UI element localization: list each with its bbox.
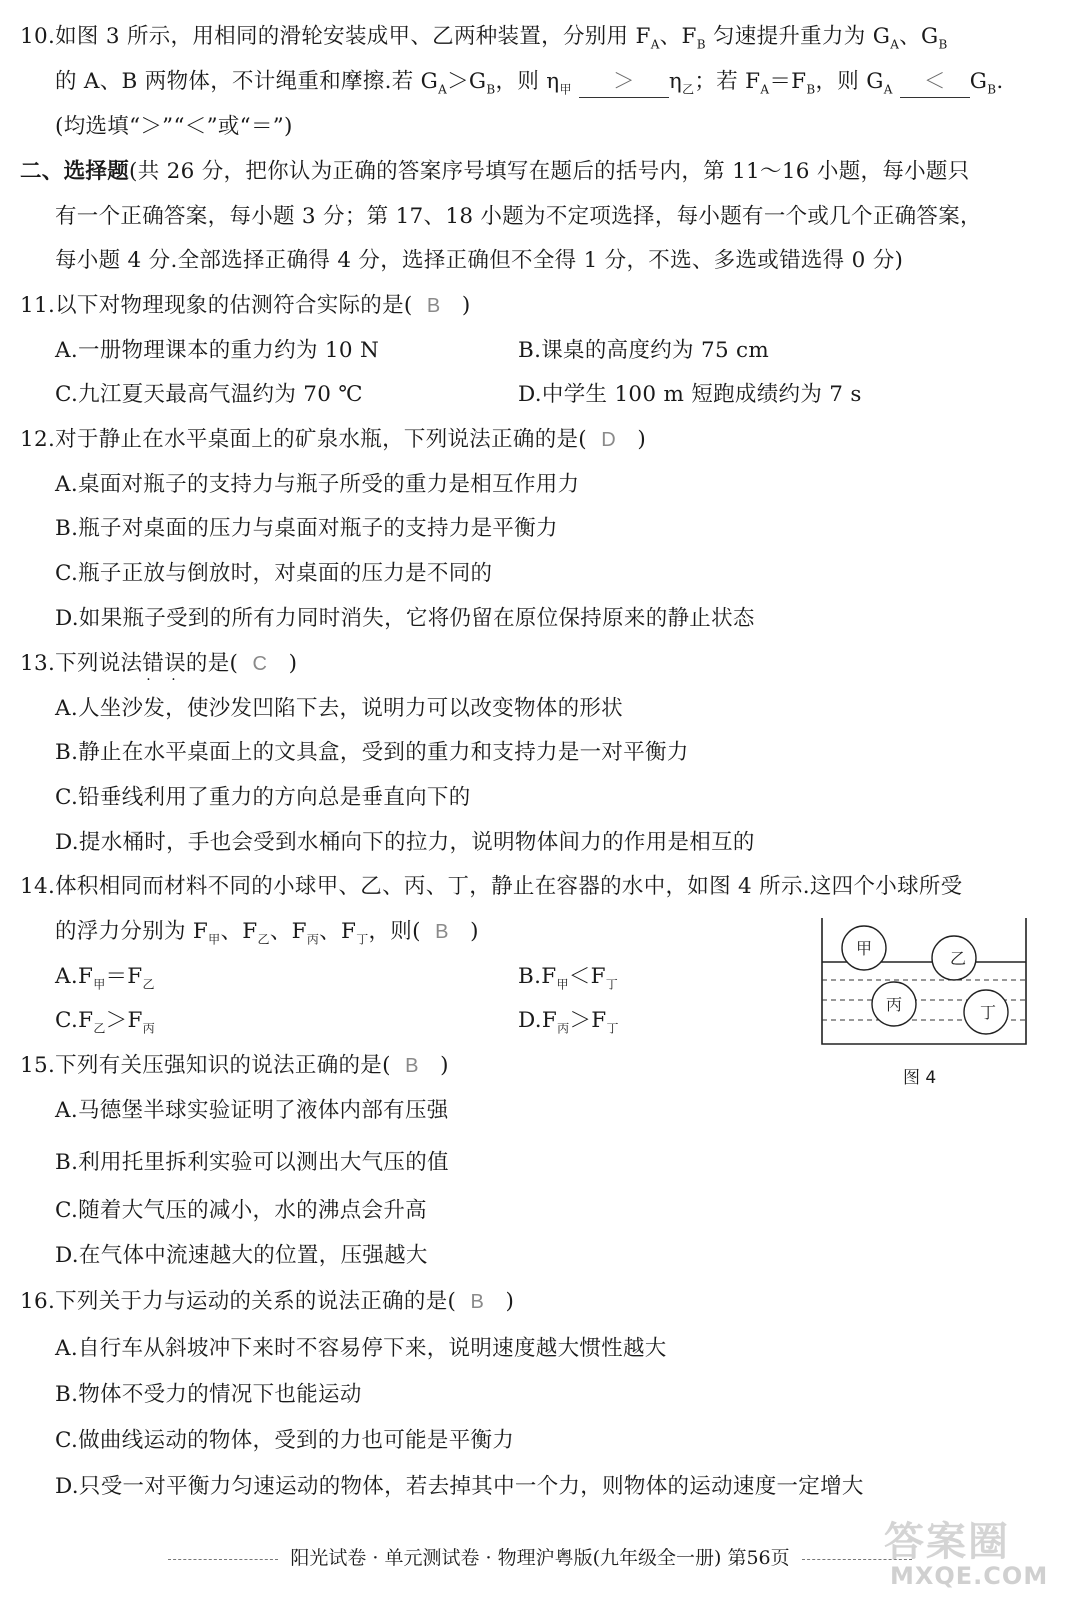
ball-bing-label: 丙: [885, 995, 903, 1014]
q16-option-d: D.只受一对平衡力匀速运动的物体，若去掉其中一个力，则物体的运动速度一定增大: [55, 1474, 864, 1499]
q13-stem: [20, 649, 297, 679]
q10-text-j: ＝F: [769, 69, 807, 94]
q14-d-text: ＞F: [569, 1008, 607, 1033]
watermark-url: MXQE.COM: [890, 1562, 1049, 1590]
q10-text-a: 10.如图 3 所示，用相同的滑轮安装成甲、乙两种装置，分别用 F: [20, 24, 651, 49]
q14-a-text: ＝F: [105, 964, 143, 989]
q14-a-text: A.F: [55, 964, 94, 989]
sub: 丁: [606, 1021, 619, 1036]
q14-d-text: D.F: [518, 1008, 558, 1033]
q10-text-f: ＞G: [447, 69, 487, 94]
q11-stem-text: 11.以下对物理现象的估测符合实际的是(: [20, 293, 413, 318]
paren-close: ): [637, 427, 647, 452]
sub: 乙: [257, 932, 270, 947]
q13-option-c: C.铅垂线利用了重力的方向总是垂直向下的: [55, 785, 471, 810]
q12-option-a: A.桌面对瓶子的支持力与瓶子所受的重力是相互作用力: [55, 472, 580, 497]
sub: B: [806, 82, 816, 97]
q14-text: ，则(: [368, 919, 421, 944]
q11-stem: [20, 291, 471, 321]
q13-emphasis: 错误 · ·: [142, 649, 186, 679]
q16-option-a: A.自行车从斜坡冲下来时不容易停下来，说明速度越大惯性越大: [55, 1336, 667, 1361]
q10-line3: (均选填“＞”“＜”或“＝”): [55, 114, 293, 139]
q12-option-c: C.瓶子正放与倒放时，对桌面的压力是不同的: [55, 561, 493, 586]
sub: 乙: [142, 977, 155, 992]
ball-yi-label: 乙: [949, 949, 967, 968]
sub: 甲: [208, 932, 221, 947]
q10-line1: [20, 22, 948, 59]
q14-line1: 14.体积相同而材料不同的小球甲、乙、丙、丁，静止在容器的水中，如图 4 所示.这四个小球所受: [20, 874, 963, 899]
q10-text-h: η: [668, 69, 683, 94]
sub: 甲: [556, 977, 569, 992]
q13-option-b: B.静止在水平桌面上的文具盒，受到的重力和支持力是一对平衡力: [55, 740, 689, 765]
paren-close: ): [461, 293, 471, 318]
page-footer: [60, 1543, 1020, 1570]
sub: B: [938, 37, 948, 52]
q14-text: 、F: [269, 919, 307, 944]
q15-answer: B: [405, 1055, 419, 1077]
q11-option-a: A.一册物理课本的重力约为 10 N: [55, 338, 380, 363]
q14-line2: [55, 917, 479, 954]
sub: 丙: [306, 932, 320, 947]
q12-stem: [20, 425, 646, 455]
q14-option-a: [55, 962, 155, 999]
ball-jia-label: 甲: [855, 939, 873, 958]
q10-text-e: 的 A、B 两物体，不计绳重和摩擦.若 G: [55, 69, 439, 94]
q13-answer: C: [252, 653, 268, 675]
footer-text: 阳光试卷 · 单元测试卷 · 物理沪粤版(九年级全一册) 第56页: [290, 1547, 790, 1569]
q10-answer-blank-1: ＞: [579, 67, 669, 98]
ball-ding-label: 丁: [979, 1003, 997, 1022]
sub: B: [696, 37, 706, 52]
q11-option-d: D.中学生 100 m 短跑成绩约为 7 s: [518, 382, 862, 407]
sub: 丁: [605, 977, 619, 992]
q14-c-text: C.F: [55, 1008, 94, 1033]
section-instructions-1: (共 26 分，把你认为正确的答案序号填写在题后的括号内，第 11～16 小题，每小题只: [129, 159, 970, 184]
sub: A: [438, 82, 448, 97]
q10-text-g: ，则 η: [495, 69, 560, 94]
q14-b-text: ＜F: [568, 964, 606, 989]
q15-stem: [20, 1051, 449, 1081]
q15-stem-text: 15.下列有关压强知识的说法正确的是(: [20, 1053, 391, 1078]
watermark-title: 答案圈: [884, 1519, 1010, 1565]
sub: B: [987, 82, 997, 97]
q15-option-b: B.利用托里拆利实验可以测出大气压的值: [55, 1150, 449, 1175]
q14-option-d: [518, 1006, 619, 1043]
sub: 乙: [682, 82, 695, 97]
paren-close: ): [470, 919, 479, 944]
q13-option-d: D.提水桶时，手也会受到水桶向下的拉力，说明物体间力的作用是相互的: [55, 830, 755, 855]
q16-answer: B: [470, 1291, 485, 1313]
q14-option-b: [518, 962, 618, 999]
q12-answer: D: [601, 429, 617, 451]
q14-b-text: B.F: [518, 964, 557, 989]
q10-text-l: G: [969, 69, 988, 94]
figure-4-caption: 图 4: [903, 1068, 937, 1088]
q11-answer: B: [426, 295, 441, 317]
q15-option-a: A.马德堡半球实验证明了液体内部有压强: [55, 1098, 449, 1123]
q14-option-c: [55, 1006, 155, 1043]
q10-text-i: ；若 F: [694, 69, 761, 94]
q15-option-c: C.随着大气压的减小，水的沸点会升高: [55, 1198, 427, 1223]
q16-option-c: C.做曲线运动的物体，受到的力也可能是平衡力: [55, 1428, 515, 1453]
q10-answer-blank-2: ＜: [900, 67, 970, 98]
q12-option-b: B.瓶子对桌面的压力与桌面对瓶子的支持力是平衡力: [55, 516, 558, 541]
paren-close: ): [440, 1053, 449, 1078]
sub: A: [890, 37, 900, 52]
q10-text-b: 、F: [659, 24, 697, 49]
q13-stem-text-a: 13.下列说法: [20, 651, 143, 676]
section-instructions-2: 有一个正确答案，每小题 3 分；第 17、18 小题为不定项选择，每小题有一个或几个正确答案，: [55, 204, 982, 229]
sub: B: [486, 82, 496, 97]
q16-stem: [20, 1287, 514, 1317]
q16-option-b: B.物体不受力的情况下也能运动: [55, 1382, 362, 1407]
q10-text-m: .: [996, 69, 1004, 94]
q14-text: 、F: [319, 919, 357, 944]
q13-stem-text-b: 的是(: [185, 651, 239, 676]
section-instructions-3: 每小题 4 分.全部选择正确得 4 分，选择正确但不全得 1 分，不选、多选或错选得 0 分): [55, 248, 904, 273]
q16-stem-text: 16.下列关于力与运动的关系的说法正确的是(: [20, 1289, 457, 1314]
sub: A: [760, 82, 770, 97]
sub: 甲: [93, 977, 106, 992]
sub: A: [883, 82, 893, 97]
q12-stem-text: 12.对于静止在水平桌面上的矿泉水瓶，下列说法正确的是(: [20, 427, 587, 452]
q12-option-d: D.如果瓶子受到的所有力同时消失，它将仍留在原位保持原来的静止状态: [55, 606, 755, 631]
q10-text-k: ，则 G: [815, 69, 884, 94]
q14-text: 的浮力分别为 F: [55, 919, 209, 944]
q10-text-d: 、G: [899, 24, 939, 49]
q14-c-text: ＞F: [105, 1008, 143, 1033]
q13-option-a: A.人坐沙发，使沙发凹陷下去，说明力可以改变物体的形状: [55, 696, 623, 721]
sub: 丙: [557, 1021, 570, 1036]
q15-option-d: D.在气体中流速越大的位置，压强越大: [55, 1243, 428, 1268]
sub: 丁: [356, 932, 369, 947]
q14-answer: B: [435, 921, 449, 943]
sub: 乙: [93, 1021, 106, 1036]
footer-rule-left: [168, 1559, 278, 1560]
paren-close: ): [288, 651, 298, 676]
sub: 甲: [559, 82, 572, 97]
sub: A: [650, 37, 660, 52]
q11-option-b: B.课桌的高度约为 75 cm: [518, 338, 770, 363]
q10-text-c: 匀速提升重力为 G: [705, 24, 891, 49]
q10-line2: [55, 67, 1004, 104]
watermark-logo: [880, 1510, 1065, 1595]
paren-close: ): [505, 1289, 515, 1314]
section2-line1: [20, 157, 970, 187]
section-title: 二、选择题: [20, 159, 130, 184]
q14-text: 、F: [220, 919, 258, 944]
sub: 丙: [142, 1021, 155, 1036]
q11-option-c: C.九江夏天最高气温约为 70 ℃: [55, 382, 363, 407]
figure-4-container-diagram: [818, 916, 1030, 1048]
